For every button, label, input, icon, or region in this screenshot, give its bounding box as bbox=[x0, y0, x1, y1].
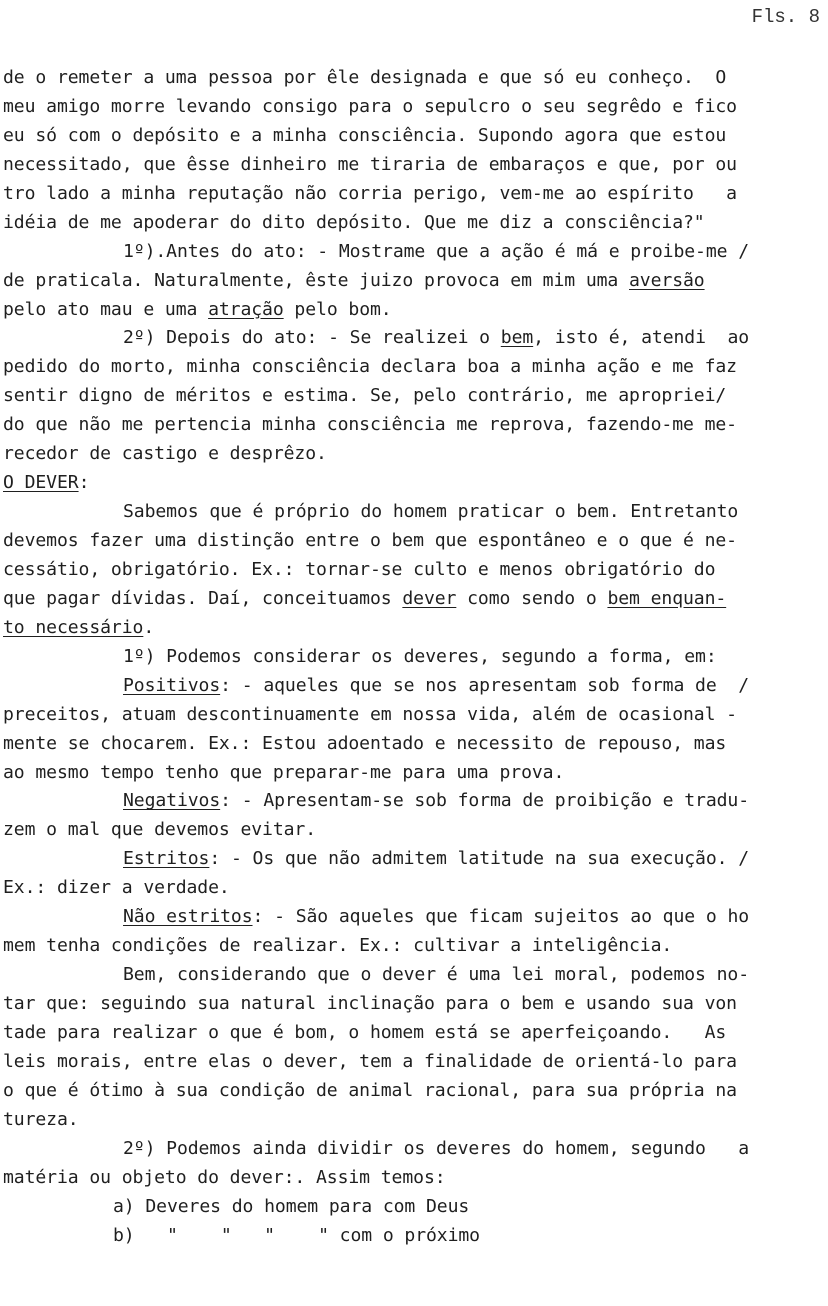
text-line: recedor de castigo e desprêzo. bbox=[3, 443, 327, 465]
text-span: pelo ato mau e uma bbox=[3, 298, 209, 320]
underlined-term: aversão bbox=[629, 269, 705, 291]
text-span: que pagar dívidas. Daí, conceituamos bbox=[3, 587, 403, 609]
text-line: ao mesmo tempo tenho que preparar-me para uma prova. bbox=[3, 761, 565, 783]
text-line: tar que: seguindo sua natural inclinação para o bem e usando sua von bbox=[3, 993, 737, 1014]
text-span: pelo bom. bbox=[283, 298, 392, 320]
text-span: : bbox=[78, 472, 90, 494]
text-span: de praticala. Naturalmente, êste juizo provoca em mim uma bbox=[3, 269, 630, 291]
text-line bbox=[3, 585, 825, 614]
text-line: meu amigo morre levando consigo para o sepulcro o seu segrêdo e fico bbox=[3, 95, 737, 117]
text-line bbox=[3, 787, 825, 816]
text-line: devemos fazer uma distinção entre o bem que espontâneo e o que é ne- bbox=[3, 530, 737, 551]
text-line: mente se chocarem. Ex.: Estou adoentado e necessito de repouso, mas bbox=[3, 732, 727, 754]
underlined-term: bem enquan- bbox=[607, 587, 727, 609]
text-line: tade para realizar o que é bom, o homem está se aperfeiçoando. As bbox=[3, 1021, 727, 1043]
text-line bbox=[3, 672, 825, 701]
text-line: zem o mal que devemos evitar. bbox=[3, 819, 317, 841]
text-line: 1º) Podemos considerar os deveres, segundo a forma, em: bbox=[123, 645, 717, 667]
text-line: 2º) Podemos ainda dividir os deveres do homem, segundo a bbox=[123, 1137, 750, 1159]
text-line: Sabemos que é próprio do homem praticar o bem. Entretanto bbox=[123, 501, 739, 523]
heading-text: O DEVER bbox=[3, 472, 79, 494]
text-line bbox=[3, 614, 825, 643]
text-line bbox=[3, 903, 825, 932]
text-line: 1º).Antes do ato: - Mostrame que a ação é má e proibe-me / bbox=[123, 240, 750, 262]
underlined-term: Positivos bbox=[123, 674, 221, 696]
text-line: Bem, considerando que o dever é uma lei moral, podemos no- bbox=[123, 964, 750, 986]
underlined-term: to necessário bbox=[3, 616, 144, 638]
text-span: : - São aqueles que ficam sujeitos ao que o ho bbox=[252, 906, 750, 928]
text-span: : - aqueles que se nos apresentam sob forma de / bbox=[220, 674, 750, 696]
underlined-term: Negativos bbox=[123, 790, 221, 812]
text-span: : - Os que não admitem latitude na sua execução. / bbox=[209, 848, 750, 870]
text-line: eu só com o depósito e a minha consciência. Supondo agora que estou bbox=[3, 124, 727, 146]
list-item: b) " " " " com o próximo bbox=[113, 1224, 480, 1246]
underlined-term: atração bbox=[208, 298, 284, 320]
list-item: a) Deveres do homem para com Deus bbox=[113, 1195, 470, 1217]
text-line: pedido do morto, minha consciência declara boa a minha ação e me faz bbox=[3, 356, 737, 378]
text-line: sentir digno de méritos e estima. Se, pelo contrário, me apropriei/ bbox=[3, 385, 727, 407]
text-line: necessitado, que êsse dinheiro me tiraria de embaraços e que, por ou bbox=[3, 153, 737, 175]
text-span: , isto é, atendi ao bbox=[533, 327, 750, 349]
text-span: como sendo o bbox=[456, 587, 608, 609]
text-span: 2º) Depois do ato: - Se realizei o bbox=[123, 327, 501, 349]
text-line: matéria ou objeto do dever:. Assim temos: bbox=[3, 1166, 446, 1188]
page-number: Fls. 8 bbox=[751, 6, 820, 28]
text-line: idéia de me apoderar do dito depósito. Que me diz a consciência?" bbox=[3, 211, 705, 233]
text-line bbox=[3, 296, 825, 325]
text-line: cessátio, obrigatório. Ex.: tornar-se culto e menos obrigatório do bbox=[3, 558, 716, 580]
text-line: mem tenha condições de realizar. Ex.: cultivar a inteligência. bbox=[3, 935, 673, 957]
underlined-term: Não estritos bbox=[123, 906, 253, 928]
underlined-term: dever bbox=[402, 587, 457, 609]
text-span: . bbox=[143, 616, 155, 638]
text-line: Ex.: dizer a verdade. bbox=[3, 877, 230, 899]
document-body bbox=[3, 64, 825, 1250]
text-span: : - Apresentam-se sob forma de proibição e tradu- bbox=[220, 790, 750, 812]
section-heading bbox=[3, 469, 825, 498]
text-line bbox=[3, 267, 825, 296]
text-line: tureza. bbox=[3, 1108, 79, 1130]
text-line: de o remeter a uma pessoa por êle designada e que só eu conheço. O bbox=[3, 67, 727, 88]
text-line: o que é ótimo à sua condição de animal racional, para sua própria na bbox=[3, 1079, 737, 1101]
text-line bbox=[3, 324, 825, 353]
text-line: preceitos, atuam descontinuamente em nossa vida, além de ocasional - bbox=[3, 703, 737, 725]
text-line bbox=[3, 845, 825, 874]
text-line: do que não me pertencia minha consciência me reprova, fazendo-me me- bbox=[3, 414, 737, 436]
underlined-term: bem bbox=[500, 327, 534, 349]
underlined-term: Estritos bbox=[123, 848, 210, 870]
text-line: leis morais, entre elas o dever, tem a finalidade de orientá-lo para bbox=[3, 1050, 737, 1072]
text-line: tro lado a minha reputação não corria perigo, vem-me ao espírito a bbox=[3, 182, 737, 204]
